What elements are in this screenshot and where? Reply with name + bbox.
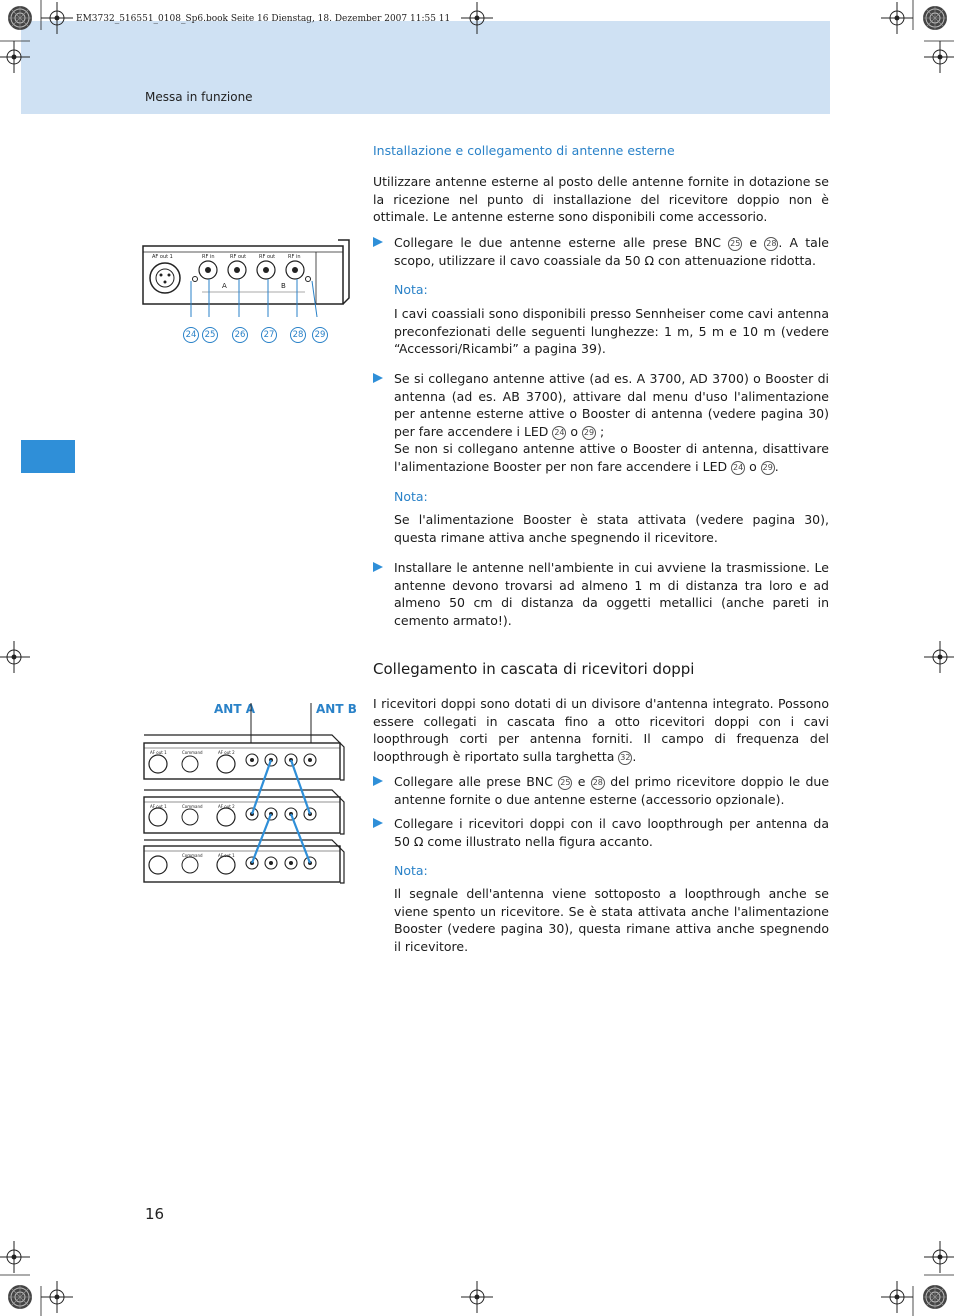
svg-text:RF out: RF out xyxy=(259,254,276,260)
nota-label: Nota: xyxy=(394,489,428,504)
ref-24: 24 xyxy=(731,461,745,475)
ant-b-label: ANT B xyxy=(316,702,357,716)
section-title-cascata: Collegamento in cascata di ricevitori doppi xyxy=(373,660,695,678)
svg-text:AF out 2: AF out 2 xyxy=(218,750,235,755)
cascata-intro: I ricevitori doppi sono dotati di un divisore d'antenna integrato. Possono essere collegati in cascata fino a otto ricevitori doppi con i cavi loopthrough corti per antenna forniti. Il campo di frequenza del loopthrough è riportato sulla targhetta 32 . xyxy=(373,696,829,764)
ref-28: 28 xyxy=(764,237,778,251)
ref-25: 25 xyxy=(728,237,742,251)
svg-text:AF out 1: AF out 1 xyxy=(150,750,167,755)
svg-text:AF out 1: AF out 1 xyxy=(152,254,173,260)
book-info: EM3732_516551_0108_Sp6.book Seite 16 Dienstag, 18. Dezember 2007 11:55 11 xyxy=(76,14,451,24)
svg-text:AF out 2: AF out 2 xyxy=(218,804,235,809)
page-number: 16 xyxy=(145,1205,165,1223)
running-header: Messa in funzione xyxy=(145,90,253,104)
callout-25: 25 xyxy=(202,327,218,343)
callout-29: 29 xyxy=(312,327,328,343)
nota-label: Nota: xyxy=(394,863,428,878)
bullet-arrow-icon xyxy=(373,818,383,828)
ant-a-label: ANT A xyxy=(214,702,255,716)
svg-text:RF in: RF in xyxy=(202,254,215,260)
xlr-connector-icon xyxy=(150,263,180,293)
header-band xyxy=(21,21,830,114)
bullet-collegare-prese-bnc: Collegare alle prese BNC 25 e 28 del primo ricevitore doppio le due antenne fornite o due antenne esterne (accessorio opzionale). xyxy=(373,773,829,808)
svg-text:Command: Command xyxy=(182,853,203,858)
svg-text:AF out 1: AF out 1 xyxy=(218,853,235,858)
nota-label: Nota: xyxy=(394,282,428,297)
svg-text:RF out: RF out xyxy=(230,254,247,260)
bullet-arrow-icon xyxy=(373,562,383,572)
section-title-antenne-esterne: Installazione e collegamento di antenne esterne xyxy=(373,143,675,158)
bullet-installare-antenne: Installare le antenne nell'ambiente in cui avviene la trasmissione. Le antenne devono trovarsi ad almeno 1 m di distanza tra loro e ad almeno 50 cm di distanza da oggetti metallici (anche pareti in cemento armato!). xyxy=(373,559,829,629)
ref-25: 25 xyxy=(558,776,572,790)
callout-27: 27 xyxy=(261,327,277,343)
svg-text:A: A xyxy=(222,282,227,290)
ref-28: 28 xyxy=(591,776,605,790)
bullet-arrow-icon xyxy=(373,776,383,786)
callout-24: 24 xyxy=(183,327,199,343)
nota-segnale-antenna: Il segnale dell'antenna viene sottoposto a loopthrough anche se viene spento un ricevitore. Se è stata attivata anche l'alimentazione Booster (vedere pagina 30), questa rimane attiva anche spegnendo il ricevitore. xyxy=(394,886,829,954)
svg-text:Command: Command xyxy=(182,804,203,809)
nota-cavi-coassiali: I cavi coassiali sono disponibili presso Sennheiser come cavi antenna preconfezionati delle seguenti lunghezze: 1 m, 5 m e 10 m (vedere “Accessori/Ricambi” a pagina 39). xyxy=(394,306,829,357)
bullet-loopthrough: Collegare i ricevitori doppi con il cavo loopthrough per antenna da 50 Ω come illustrato nella figura accanto. xyxy=(373,815,829,850)
svg-text:AF out 1: AF out 1 xyxy=(150,804,167,809)
svg-text:Command: Command xyxy=(182,750,203,755)
bullet-antenne-attive: Se si collegano antenne attive (ad es. A 3700, AD 3700) o Booster di antenna (ad es. AB 3700), attivare dal menu d'uso l'alimentazione per antenne esterne attive o Booster di antenna (vedere pagina 30) per fare accendere i LED 24 o 29 ; Se non si collegano antenne attive o Booster di antenna, disattivare l'alimentazione Booster per non fare accendere i LED 24 o 29 . xyxy=(373,370,829,476)
intro-paragraph: Utilizzare antenne esterne al posto delle antenne fornite in dotazione se la ricezione nel punto di installazione del ricevitore doppio non è ottimale. Le antenne esterne sono disponibili come accessorio. xyxy=(373,174,829,225)
callout-26: 26 xyxy=(232,327,248,343)
cascade-figure xyxy=(140,700,355,890)
ref-32: 32 xyxy=(618,751,632,765)
rear-panel-figure xyxy=(140,232,355,317)
svg-text:RF in: RF in xyxy=(288,254,301,260)
bullet-collegare-antenne: Collegare le due antenne esterne alle prese BNC 25 e 28 . A tale scopo, utilizzare il cavo coassiale da 50 Ω con attenuazione ridotta. xyxy=(373,234,829,269)
svg-text:B: B xyxy=(281,282,286,290)
bullet-arrow-icon xyxy=(373,237,383,247)
ref-24: 24 xyxy=(552,426,566,440)
callout-28: 28 xyxy=(290,327,306,343)
chapter-tab xyxy=(21,440,75,473)
bullet-arrow-icon xyxy=(373,373,383,383)
ref-29: 29 xyxy=(582,426,596,440)
ref-29: 29 xyxy=(761,461,775,475)
nota-booster: Se l'alimentazione Booster è stata attivata (vedere pagina 30), questa rimane attiva anche spegnendo il ricevitore. xyxy=(394,512,829,545)
